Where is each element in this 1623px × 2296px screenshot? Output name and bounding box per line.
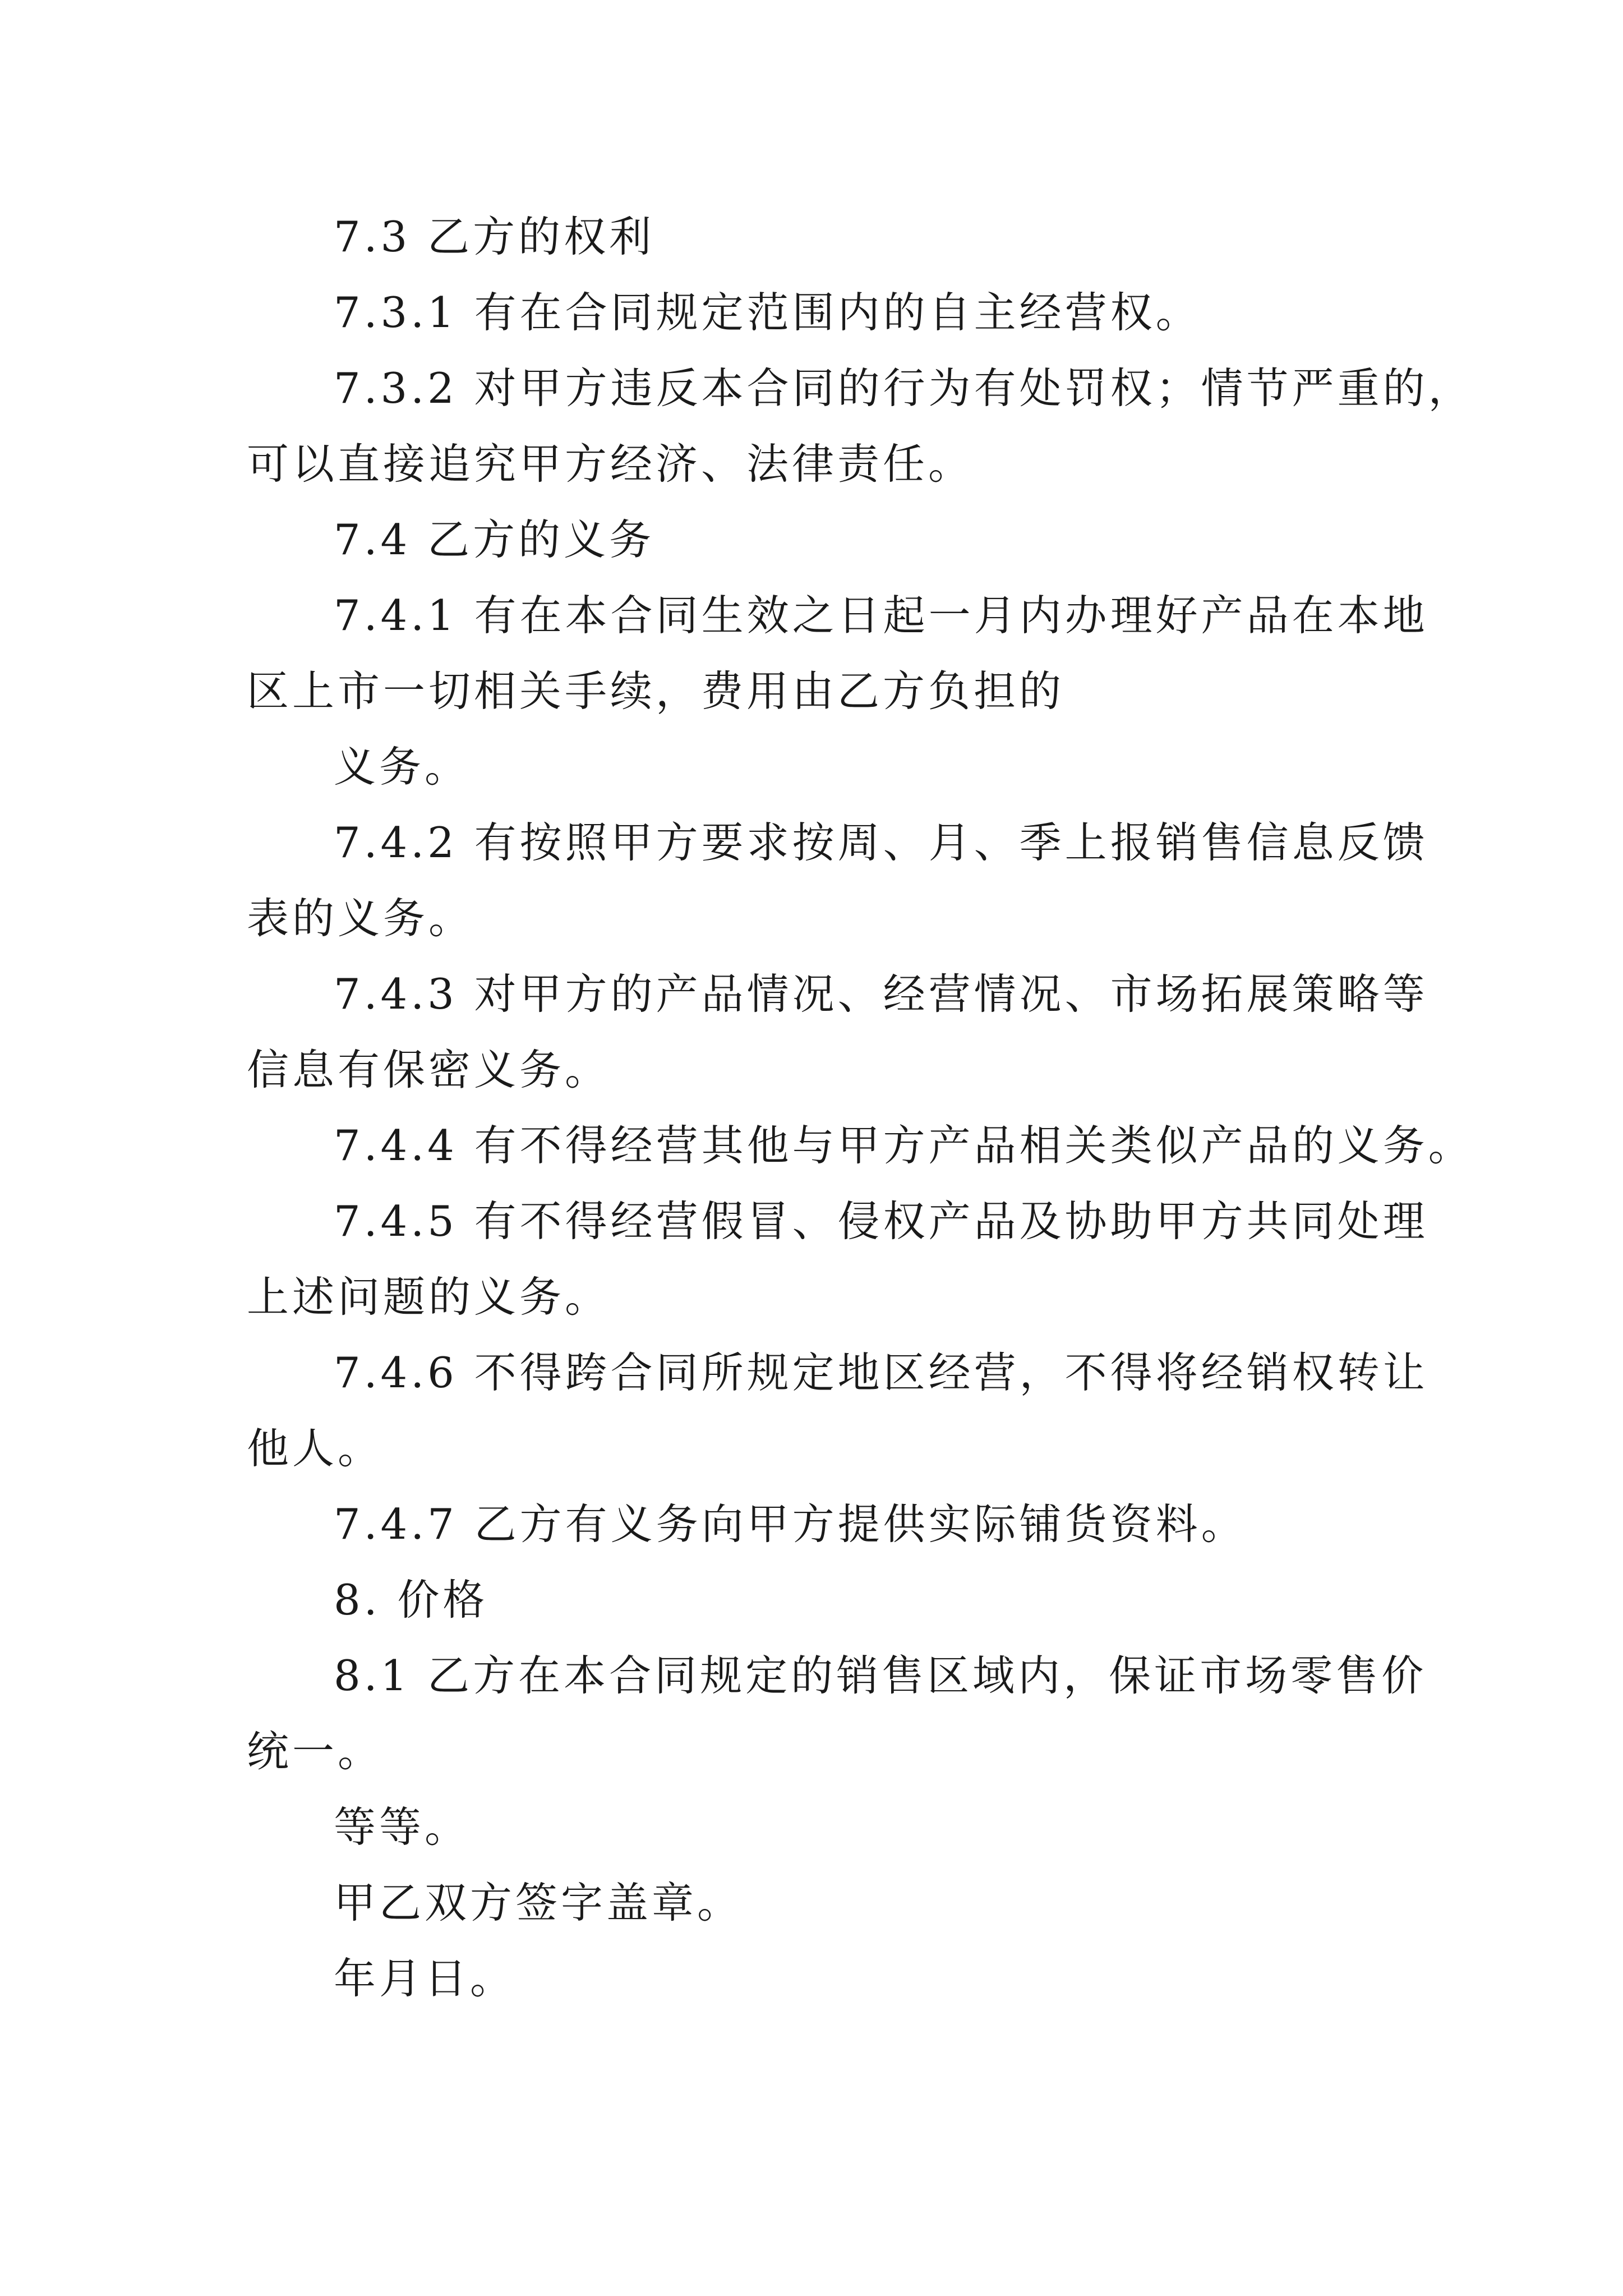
paragraph-line: 7.4.1 有在本合同生效之日起一月内办理好产品在本地 — [334, 591, 1428, 640]
paragraph-line: 7.4.4 有不得经营其他与甲方产品相关类似产品的义务。 — [334, 1121, 1474, 1170]
section-heading: 7.4 乙方的义务 — [334, 515, 655, 564]
paragraph-line: 7.3.1 有在合同规定范围内的自主经营权。 — [334, 288, 1201, 337]
paragraph-line: 区上市一切相关手续，费用由乙方负担的 — [247, 666, 1065, 716]
paragraph-line: 可以直接追究甲方经济、法律责任。 — [247, 439, 974, 489]
paragraph-line: 7.4.7 乙方有义务向甲方提供实际铺货资料。 — [334, 1499, 1247, 1549]
paragraph-line: 7.4.3 对甲方的产品情况、经营情况、市场拓展策略等 — [334, 969, 1428, 1019]
paragraph-line: 他人。 — [247, 1424, 384, 1473]
paragraph-line: 表的义务。 — [247, 894, 474, 943]
document-body — [247, 199, 1474, 2017]
paragraph-line: 信息有保密义务。 — [247, 1045, 611, 1094]
paragraph-line: 等等。 — [334, 1802, 471, 1852]
section-heading: 8. 价格 — [334, 1575, 488, 1625]
paragraph-line: 7.3.2 对甲方违反本合同的行为有处罚权；情节严重的， — [334, 364, 1474, 413]
paragraph-line: 7.4.2 有按照甲方要求按周、月、季上报销售信息反馈 — [334, 818, 1428, 867]
date-line: 年月日。 — [334, 1954, 516, 2003]
paragraph-line: 7.4.6 不得跨合同所规定地区经营，不得将经销权转让 — [334, 1348, 1428, 1397]
signature-line: 甲乙双方签字盖章。 — [334, 1878, 743, 1927]
paragraph-line: 8.1 乙方在本合同规定的销售区域内，保证市场零售价 — [334, 1651, 1427, 1700]
paragraph-line: 7.4.5 有不得经营假冒、侵权产品及协助甲方共同处理 — [334, 1197, 1428, 1246]
section-heading: 7.3 乙方的权利 — [334, 212, 655, 261]
paragraph-line: 上述问题的义务。 — [247, 1272, 611, 1322]
paragraph-line: 统一。 — [247, 1727, 384, 1776]
paragraph-line: 义务。 — [334, 742, 471, 792]
